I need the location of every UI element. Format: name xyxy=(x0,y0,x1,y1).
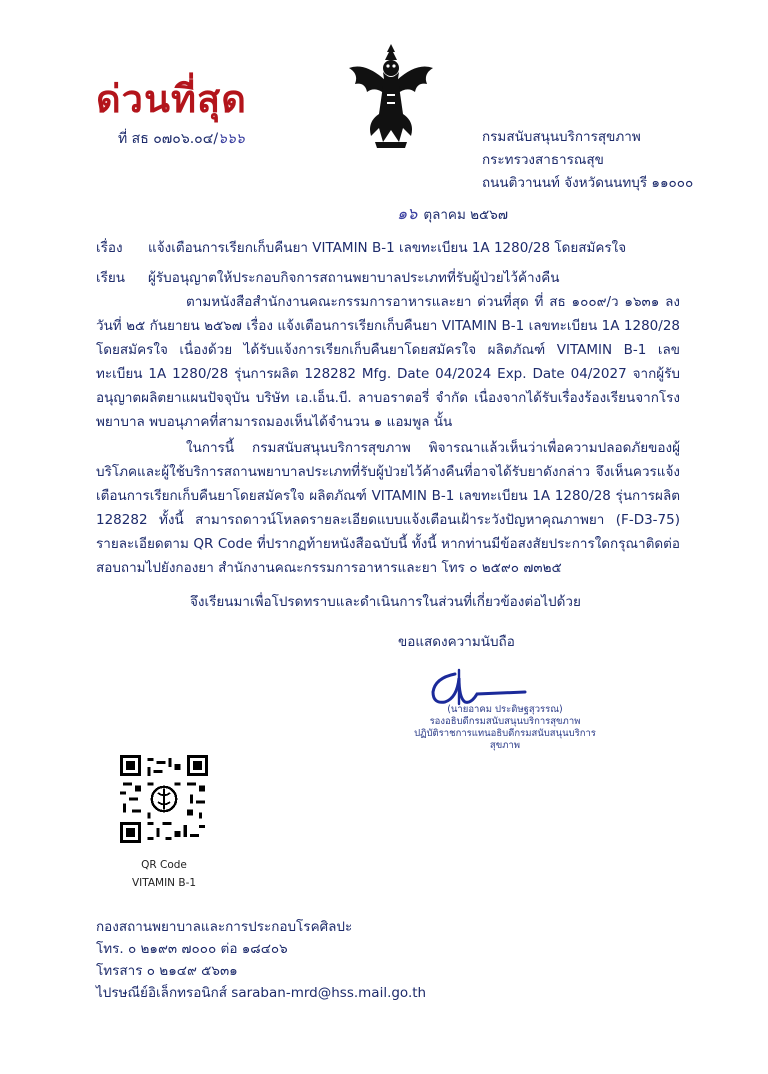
agency-line: กระทรวงสาธารณสุข xyxy=(482,152,604,168)
document-number xyxy=(118,128,245,150)
recipient-label: เรียน xyxy=(96,270,126,286)
subject-label: เรื่อง xyxy=(96,240,123,256)
subject-text: แจ้งเตือนการเรียกเก็บคืนยา VITAMIN B-1 เลขทะเบียน 1A 1280/28 โดยสมัครใจ xyxy=(148,240,627,256)
signatory-block xyxy=(400,704,610,752)
document-number-handwritten: ๖๖๖ xyxy=(218,131,245,147)
agency-line: กรมสนับสนุนบริการสุขภาพ xyxy=(482,129,641,145)
signatory-acting: ปฏิบัติราชการแทนอธิบดีกรมสนับสนุนบริการสุขภาพ xyxy=(414,728,596,751)
recipient-text: ผู้รับอนุญาตให้ประกอบกิจการสถานพยาบาลประเภทที่รับผู้ป่วยไว้ค้างคืน xyxy=(148,270,560,286)
paragraph-text: ตามหนังสือสำนักงานคณะกรรมการอาหารและยา ด่วนที่สุด ที่ สธ ๑๐๐๙/ว ๑๖๓๑ ลงวันที่ ๒๕ กันยายน ๒๕๖๗ เรื่อง แจ้งเตือนการเรียกเก็บคืนยา VITAMIN B-1 เลขทะเบียน 1A 1280/28 โดยสมัครใจ เนื่องด้วย ได้รับแจ้งการเรียกเก็บคืนยาโดยสมัครใจ ผลิตภัณฑ์ VITAMIN B-1 เลขทะเบียน 1A 1280/28 รุ่นการผลิต 128282 Mfg. Date 04/2024 Exp. Date 04/2027 จากผู้รับอนุญาตผลิตยาแผนปัจจุบัน บริษัท เอ.เอ็น.บี. ลาบอราตอรี่ จำกัด เนื่องจากได้รับเรื่องร้องเรียนจากโรงพยาบาล พบอนุภาคที่สามารถมองเห็นได้จำนวน ๑ แอมพูล นั้น xyxy=(96,294,680,430)
urgency-stamp: ด่วนที่สุด xyxy=(96,76,247,121)
body-paragraph-1 xyxy=(96,290,680,434)
footer-division: กองสถานพยาบาลและการประกอบโรคศิลปะ xyxy=(96,919,353,935)
qr-caption-product: VITAMIN B-1 xyxy=(131,877,197,889)
paragraph-text: ในการนี้ กรมสนับสนุนบริการสุขภาพ พิจารณาแล้วเห็นว่าเพื่อความปลอดภัยของผู้บริโภคและผู้ใช้บริการสถานพยาบาลประเภทที่รับผู้ป่วยไว้ค้างคืนที่อาจได้รับยาดังกล่าว จึงเห็นควรแจ้งเตือนการเรียกเก็บคืนยาโดยสมัครใจ ผลิตภัณฑ์ VITAMIN B-1 เลขทะเบียน 1A 1280/28 รุ่นการผลิต 128282 ทั้งนี้ สามารถดาวน์โหลดรายละเอียดแบบแจ้งเตือนเฝ้าระวังปัญหาคุณภาพยา (F-D3-75) รายละเอียดตาม QR Code ที่ปรากฏท้ายหนังสือฉบับนี้ ทั้งนี้ หากท่านมีข้อสงสัยประการใดกรุณาติดต่อสอบถามไปยังกองยา สำนักงานคณะกรรมการอาหารและยา โทร ๐ ๒๕๙๐ ๗๓๒๕ xyxy=(96,440,680,576)
footer-phone: โทร. ๐ ๒๑๙๓ ๗๐๐๐ ต่อ ๑๘๔๐๖ xyxy=(96,941,288,957)
document-number-prefix: ที่ สธ ๐๗๐๖.๐๔/ xyxy=(118,131,219,147)
closing-sentence: จึงเรียนมาเพื่อโปรดทราบและดำเนินการในส่วนที่เกี่ยวข้องต่อไปด้วย xyxy=(190,594,581,610)
agency-address xyxy=(482,126,693,195)
signatory-position: รองอธิบดีกรมสนับสนุนบริการสุขภาพ xyxy=(429,716,581,727)
qr-caption xyxy=(120,856,208,892)
regards: ขอแสดงความนับถือ xyxy=(398,634,515,650)
date-month-year: ตุลาคม ๒๕๖๗ xyxy=(423,207,508,223)
signatory-name: (นายอาคม ประดิษฐสุวรรณ) xyxy=(447,704,563,715)
footer-fax: โทรสาร ๐ ๒๑๔๙ ๕๖๓๑ xyxy=(96,963,238,979)
footer-email: ไปรษณีย์อิเล็กทรอนิกส์ saraban-mrd@hss.mail.go.th xyxy=(96,985,427,1001)
garuda-emblem-icon xyxy=(345,42,437,150)
agency-line: ถนนติวานนท์ จังหวัดนนทบุรี ๑๑๐๐๐ xyxy=(482,175,694,191)
qr-caption-title: QR Code xyxy=(141,859,187,871)
qr-code-icon[interactable] xyxy=(120,755,208,843)
date-day-handwritten: ๑๖ xyxy=(397,204,418,223)
footer-contact xyxy=(96,916,426,1004)
body-paragraph-2 xyxy=(96,436,680,580)
document-date xyxy=(397,202,508,227)
